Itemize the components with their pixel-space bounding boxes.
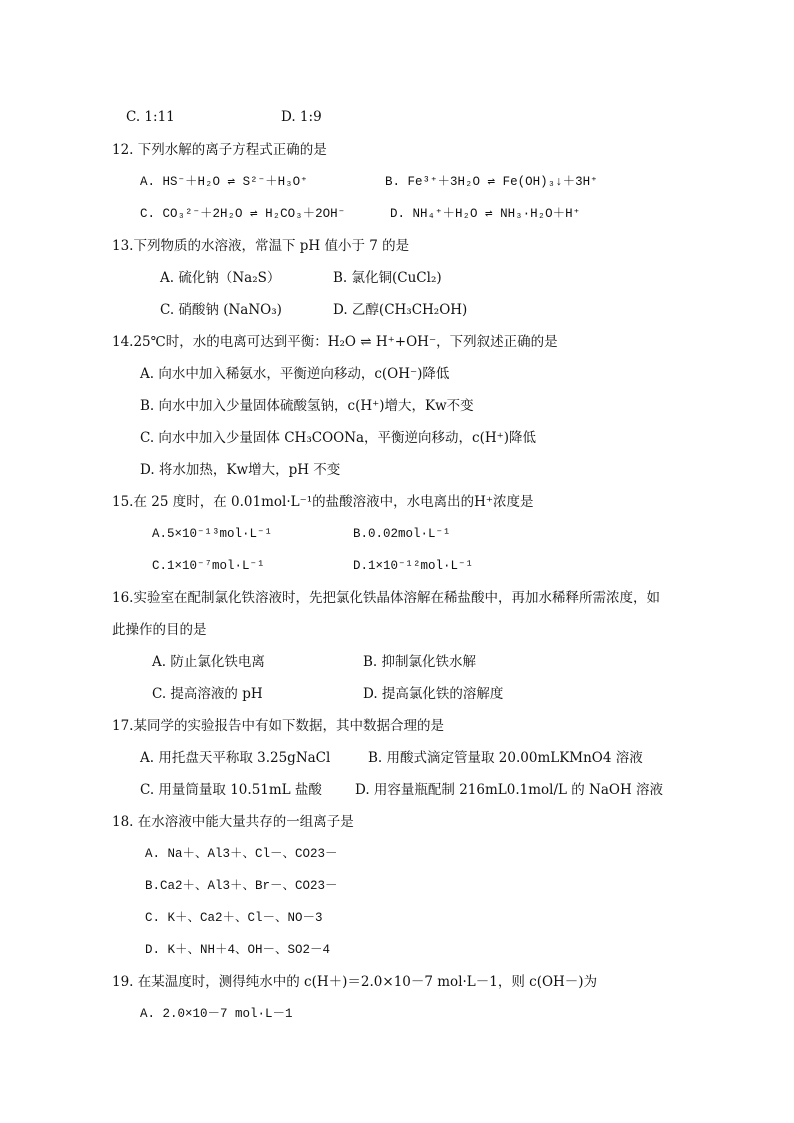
q12-stem: 12. 下列水解的离子方程式正确的是: [112, 142, 327, 158]
q18-option-a: A. Na＋、Al3＋、Cl－、CO23－: [145, 847, 338, 861]
q17-option-c: C. 用量筒量取 10.51mL 盐酸: [140, 782, 322, 798]
q17-option-d: D. 用容量瓶配制 216mL0.1mol/L 的 NaOH 溶液: [355, 782, 664, 798]
q13-option-d: D. 乙醇(CH₃CH₂OH): [333, 302, 468, 318]
q19-option-a: A. 2.0×10－7 mol·L－1: [140, 1007, 293, 1021]
q15-stem: 15.在 25 度时，在 0.01mol·L⁻¹的盐酸溶液中，水电离出的H⁺浓度是: [112, 494, 534, 510]
q12-option-d: D. NH₄⁺＋H₂O ⇌ NH₃·H₂O＋H⁺: [390, 207, 581, 221]
q14-stem: 14.25℃时，水的电离可达到平衡：H₂O ⇌ H⁺+OH⁻，下列叙述正确的是: [112, 334, 558, 350]
q11-option-c: C. 1:11: [126, 109, 175, 125]
q16-option-a: A. 防止氯化铁电离: [152, 654, 265, 670]
q16-option-c: C. 提高溶液的 pH: [152, 686, 263, 702]
q14-option-c: C. 向水中加入少量固体 CH₃COONa，平衡逆向移动，c(H⁺)降低: [140, 430, 537, 446]
q15-option-c: C.1×10⁻⁷mol·L⁻¹: [152, 559, 265, 573]
q13-option-c: C. 硝酸钠 (NaNO₃): [160, 302, 282, 318]
q14-option-d: D. 将水加热，Kw增大，pH 不变: [140, 462, 341, 478]
q15-option-b: B.0.02mol·L⁻¹: [353, 527, 451, 541]
q11-option-d: D. 1:9: [281, 109, 322, 125]
q14-option-b: B. 向水中加入少量固体硫酸氢钠，c(H⁺)增大，Kw不变: [140, 398, 474, 414]
q16-option-b: B. 抑制氯化铁水解: [363, 654, 477, 670]
q18-stem: 18. 在水溶液中能大量共存的一组离子是: [112, 814, 354, 830]
q13-stem: 13.下列物质的水溶液，常温下 pH 值小于 7 的是: [112, 238, 410, 254]
q16-stem-line2: 此操作的目的是: [112, 622, 207, 638]
q12-option-b: B. Fe³⁺＋3H₂O ⇌ Fe(OH)₃↓＋3H⁺: [385, 175, 598, 189]
q17-option-b: B. 用酸式滴定管量取 20.00mLKMnO4 溶液: [368, 750, 643, 766]
q17-stem: 17.某同学的实验报告中有如下数据，其中数据合理的是: [112, 718, 444, 734]
q18-option-c: C. K＋、Ca2＋、Cl－、NO－3: [145, 911, 323, 925]
q14-option-a: A. 向水中加入稀氨水，平衡逆向移动，c(OH⁻)降低: [140, 366, 450, 382]
q17-option-a: A. 用托盘天平称取 3.25gNaCl: [140, 750, 331, 766]
q13-option-b: B. 氯化铜(CuCl₂): [333, 270, 442, 286]
q18-option-b: B.Ca2＋、Al3＋、Br－、CO23－: [145, 879, 338, 893]
q16-stem-line1: 16.实验室在配制氯化铁溶液时，先把氯化铁晶体溶解在稀盐酸中，再加水稀释所需浓度，如: [112, 590, 660, 606]
q16-option-d: D. 提高氯化铁的溶解度: [363, 686, 504, 702]
q15-option-d: D.1×10⁻¹²mol·L⁻¹: [353, 559, 474, 573]
q18-option-d: D. K＋、NH＋4、OH－、SO2－4: [145, 943, 331, 957]
q12-option-c: C. CO₃²⁻＋2H₂O ⇌ H₂CO₃＋2OH⁻: [140, 207, 346, 221]
q15-option-a: A.5×10⁻¹³mol·L⁻¹: [152, 527, 273, 541]
q13-option-a: A. 硫化钠（Na₂S）: [160, 270, 281, 286]
q12-option-a: A. HS⁻＋H₂O ⇌ S²⁻＋H₃O⁺: [140, 175, 308, 189]
q19-stem: 19. 在某温度时，测得纯水中的 c(H＋)＝2.0×10－7 mol·L－1，则 c(OH－)为: [112, 974, 598, 990]
